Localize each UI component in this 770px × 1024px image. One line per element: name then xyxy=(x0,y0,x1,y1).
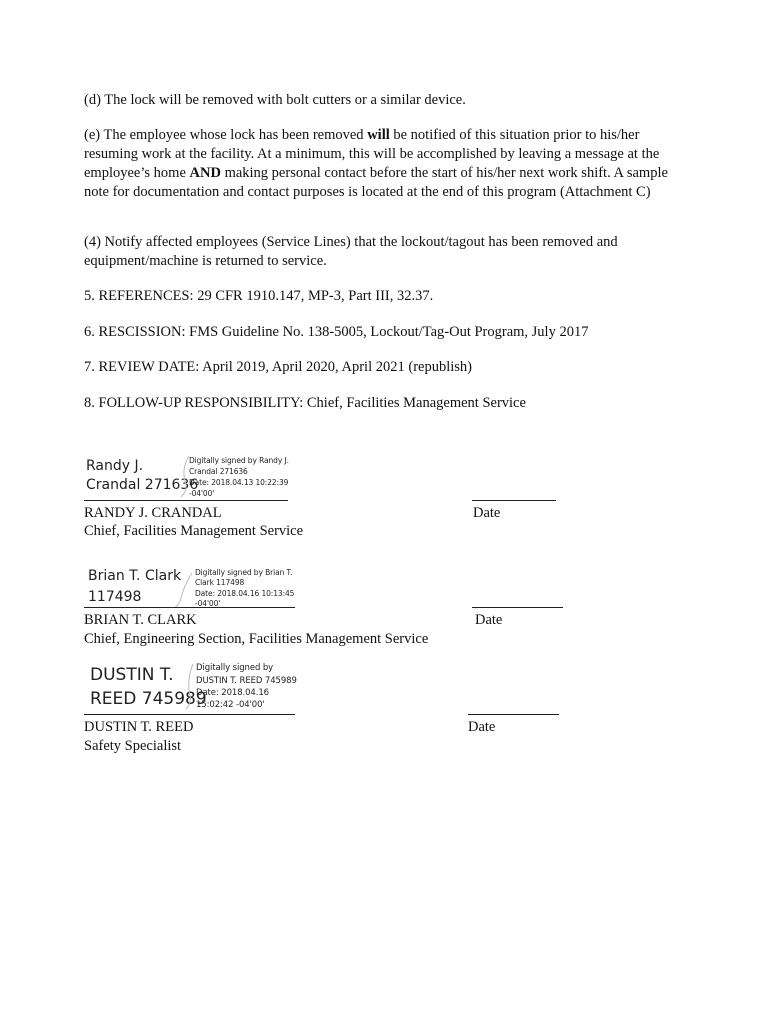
paragraph-e-bold-will: will xyxy=(367,127,390,143)
signature-name-line-1: Randy J. xyxy=(86,458,144,474)
signature-detail-1: Digitally signed by Brian T. xyxy=(195,568,293,577)
paragraph-e-text-3: making personal contact before the start of his/her next work shift. A sample note for documentation and contact purposes is located at the end of this program (Attachment C) xyxy=(84,165,668,200)
signature-name-line-2: Crandal 271636 xyxy=(86,477,199,493)
signature-name-line-1: Brian T. Clark xyxy=(88,568,182,584)
date-line xyxy=(472,500,556,501)
signature-name-line-2: 117498 xyxy=(88,589,142,605)
signature-detail-4: -04'00' xyxy=(195,599,221,608)
paragraph-follow-up: 8. FOLLOW-UP RESPONSIBILITY: Chief, Facilities Management Service xyxy=(84,395,526,411)
date-label: Date xyxy=(473,505,501,521)
signer-name: BRIAN T. CLARK xyxy=(84,612,197,628)
paragraph-review-date: 7. REVIEW DATE: April 2019, April 2020, April 2021 (republish) xyxy=(84,359,472,375)
signature-line xyxy=(84,714,295,715)
paragraph-e-text-1: (e) The employee whose lock has been removed xyxy=(84,127,368,143)
signature-name-line-2: REED 745989 xyxy=(90,689,207,709)
paragraph-rescission: 6. RESCISSION: FMS Guideline No. 138-5005, Lockout/Tag-Out Program, July 2017 xyxy=(84,324,589,340)
signer-title: Chief, Engineering Section, Facilities Management Service xyxy=(84,631,429,647)
signature-detail-2: Clark 117498 xyxy=(195,578,245,587)
signature-mark-icon xyxy=(172,571,194,609)
date-label: Date xyxy=(475,612,503,628)
signer-title: Chief, Facilities Management Service xyxy=(84,523,304,539)
date-label: Date xyxy=(468,719,496,735)
paragraph-e-bold-and: AND xyxy=(189,165,221,181)
digital-signature-clark xyxy=(84,563,304,609)
signature-detail-3: Date: 2018.04.16 xyxy=(196,688,269,698)
signature-detail-3: Date: 2018.04.13 10:22:39 xyxy=(189,478,289,487)
signature-mark-icon xyxy=(184,662,196,710)
paragraph-references: 5. REFERENCES: 29 CFR 1910.147, MP-3, Part III, 32.37. xyxy=(84,288,434,304)
date-line xyxy=(472,607,563,608)
signature-detail-1: Digitally signed by Randy J. xyxy=(189,456,289,465)
signature-detail-3: Date: 2018.04.16 10:13:45 xyxy=(195,589,295,598)
date-line xyxy=(468,714,559,715)
signer-name: RANDY J. CRANDAL xyxy=(84,505,222,521)
paragraph-e-text-2: be notified of this situation prior to his/her resuming work at the facility. At a minimum, this will be accomplished by leaving a message at the employee’s home xyxy=(84,127,660,181)
signature-detail-4: -04'00' xyxy=(189,489,215,498)
signer-title: Safety Specialist xyxy=(84,738,182,754)
signature-detail-2: DUSTIN T. REED 745989 xyxy=(196,676,297,686)
signer-name: DUSTIN T. REED xyxy=(84,719,194,735)
paragraph-d: (d) The lock will be removed with bolt cutters or a similar device. xyxy=(84,92,466,108)
paragraph-4: (4) Notify affected employees (Service Lines) that the lockout/tagout has been removed and equipment/machine is returned to service. xyxy=(84,234,618,269)
digital-signature-reed xyxy=(84,660,304,714)
signature-line xyxy=(84,607,295,608)
paragraph-e xyxy=(84,126,684,202)
signature-detail-4: 15:02:42 -04'00' xyxy=(196,700,265,710)
signature-detail-2: Crandal 271636 xyxy=(189,467,248,476)
signature-line xyxy=(84,500,288,501)
signature-name-line-1: DUSTIN T. xyxy=(90,665,174,685)
digital-signature-crandal xyxy=(84,452,304,500)
signature-detail-1: Digitally signed by xyxy=(196,663,274,673)
